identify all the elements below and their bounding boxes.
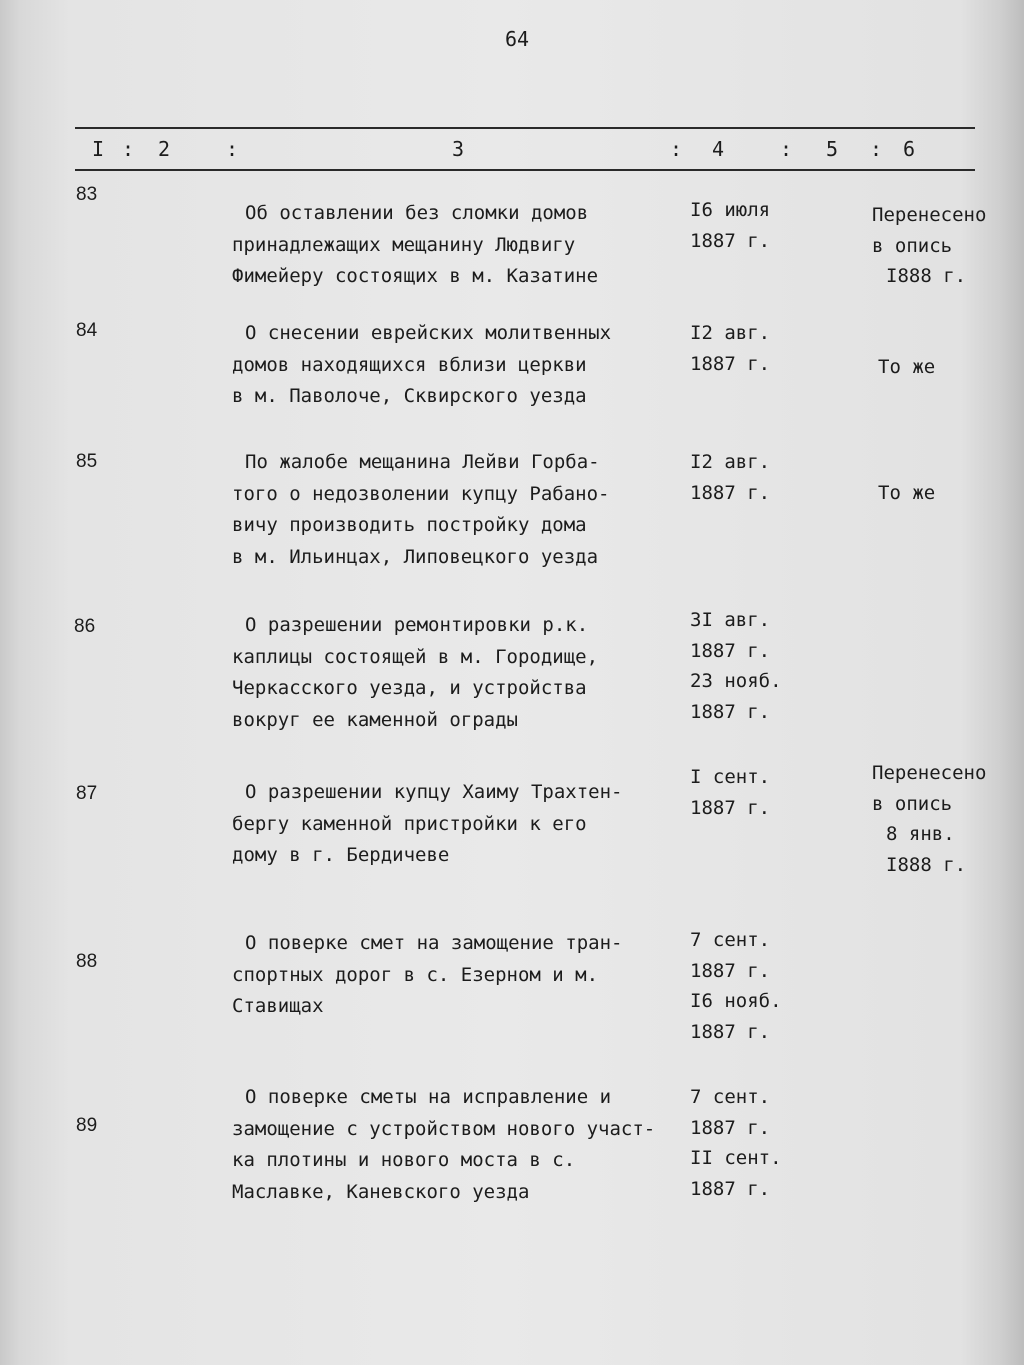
entry-date-line: II сент. — [690, 1147, 782, 1169]
page-number: 64 — [505, 27, 530, 51]
entry-title-line: ка плотины и нового моста в с. — [232, 1149, 576, 1171]
entry-title-line: того о недозволении купцу Рабано- — [232, 482, 610, 505]
entry-date-line: 23 нояб. — [690, 670, 782, 692]
col-4: 4 — [712, 137, 726, 161]
entry-date-line: 7 сент. — [690, 929, 771, 951]
entry-date-line: 1887 г. — [690, 796, 771, 819]
entry-title-line: Фимейеру состоящих в м. Казатине — [232, 265, 599, 287]
entry-note-line: 8 янв. — [886, 823, 955, 845]
entry-title-line: бергу каменной пристройки к его — [232, 812, 587, 835]
entry-date-line: 3I авг. — [690, 609, 771, 631]
entry-title-line: Об оставлении без сломки домов — [245, 202, 589, 224]
entry-title-line: вичу производить постройку дома — [232, 514, 587, 536]
entry-number: 89 — [76, 1115, 98, 1136]
entry-number: 86 — [74, 616, 96, 637]
entry-title-line: По жалобе мещанина Лейви Горба- — [245, 451, 600, 473]
entry-date-line: 1887 г. — [690, 1020, 771, 1043]
header-top-rule — [75, 127, 975, 129]
entry-date-line: I2 авг. — [690, 451, 771, 473]
col-3: 3 — [452, 137, 466, 161]
entry-number: 88 — [76, 951, 98, 972]
col-6: 6 — [903, 137, 917, 161]
entry-note-line: в опись — [872, 792, 953, 815]
entry-title-line: О разрешении ремонтировки р.к. — [245, 614, 589, 636]
entry-date-line: 7 сент. — [690, 1086, 771, 1108]
entry-title-line: вокруг ее каменной ограды — [232, 708, 518, 731]
entry-title-line: замощение с устройством нового участ- — [232, 1117, 656, 1140]
entry-note-line: Перенесено — [872, 204, 987, 226]
entry-title-line: в м. Ильинцах, Липовецкого уезда — [232, 545, 599, 568]
entry-number: 87 — [76, 783, 98, 804]
entry-date-line: 1887 г. — [690, 639, 771, 662]
entry-note-line: I888 г. — [886, 853, 967, 876]
entry-note-line: в опись — [872, 234, 953, 257]
entry-title-line: О снесении еврейских молитвенных — [245, 322, 612, 344]
entry-title-line: спортных дорог в с. Езерном и м. — [232, 963, 599, 986]
sep: : — [670, 137, 684, 161]
entry-title-line: домов находящихся вблизи церкви — [232, 353, 587, 376]
entry-date-line: 1887 г. — [690, 1177, 771, 1200]
entry-title-line: О разрешении купцу Хаиму Трахтен- — [245, 781, 623, 803]
entry-date-line: I сент. — [690, 766, 771, 788]
col-2: 2 — [158, 137, 172, 161]
col-5: 5 — [826, 137, 840, 161]
entry-date-line: 1887 г. — [690, 700, 771, 723]
sep: : — [226, 137, 240, 161]
entry-title-line: Черкасского уезда, и устройства — [232, 677, 587, 699]
entry-date-line: 1887 г. — [690, 481, 771, 504]
entry-title-line: принадлежащих мещанину Людвигу — [232, 233, 576, 256]
sep: : — [870, 137, 884, 161]
entry-date-line: I2 авг. — [690, 322, 771, 344]
entry-number: 83 — [76, 184, 98, 205]
entry-date-line: 1887 г. — [690, 352, 771, 375]
entry-date-line: 1887 г. — [690, 229, 771, 252]
entry-date-line: I6 июля — [690, 199, 771, 221]
entry-number: 84 — [76, 320, 98, 341]
entry-note-line: I888 г. — [886, 265, 967, 287]
entry-date-line: 1887 г. — [690, 1116, 771, 1139]
entry-date-line: I6 нояб. — [690, 990, 782, 1012]
entry-title-line: О поверке смет на замощение тран- — [245, 932, 623, 954]
entry-number: 85 — [76, 451, 98, 472]
entry-title-line: дому в г. Бердичеве — [232, 844, 450, 866]
entry-title-line: О поверке сметы на исправление и — [245, 1086, 612, 1108]
entry-note-line: То же — [878, 356, 936, 378]
entry-title-line: в м. Паволоче, Сквирского уезда — [232, 385, 587, 407]
col-1: I — [92, 137, 106, 161]
sep: : — [122, 137, 136, 161]
header-bottom-rule — [75, 169, 975, 171]
sep: : — [780, 137, 794, 161]
entry-title-line: каплицы состоящей в м. Городище, — [232, 645, 599, 668]
entry-date-line: 1887 г. — [690, 959, 771, 982]
entry-title-line: Ставищах — [232, 995, 324, 1017]
entry-note-line: То же — [878, 482, 936, 504]
entry-note-line: Перенесено — [872, 762, 987, 784]
entry-title-line: Маславке, Каневского уезда — [232, 1180, 530, 1203]
